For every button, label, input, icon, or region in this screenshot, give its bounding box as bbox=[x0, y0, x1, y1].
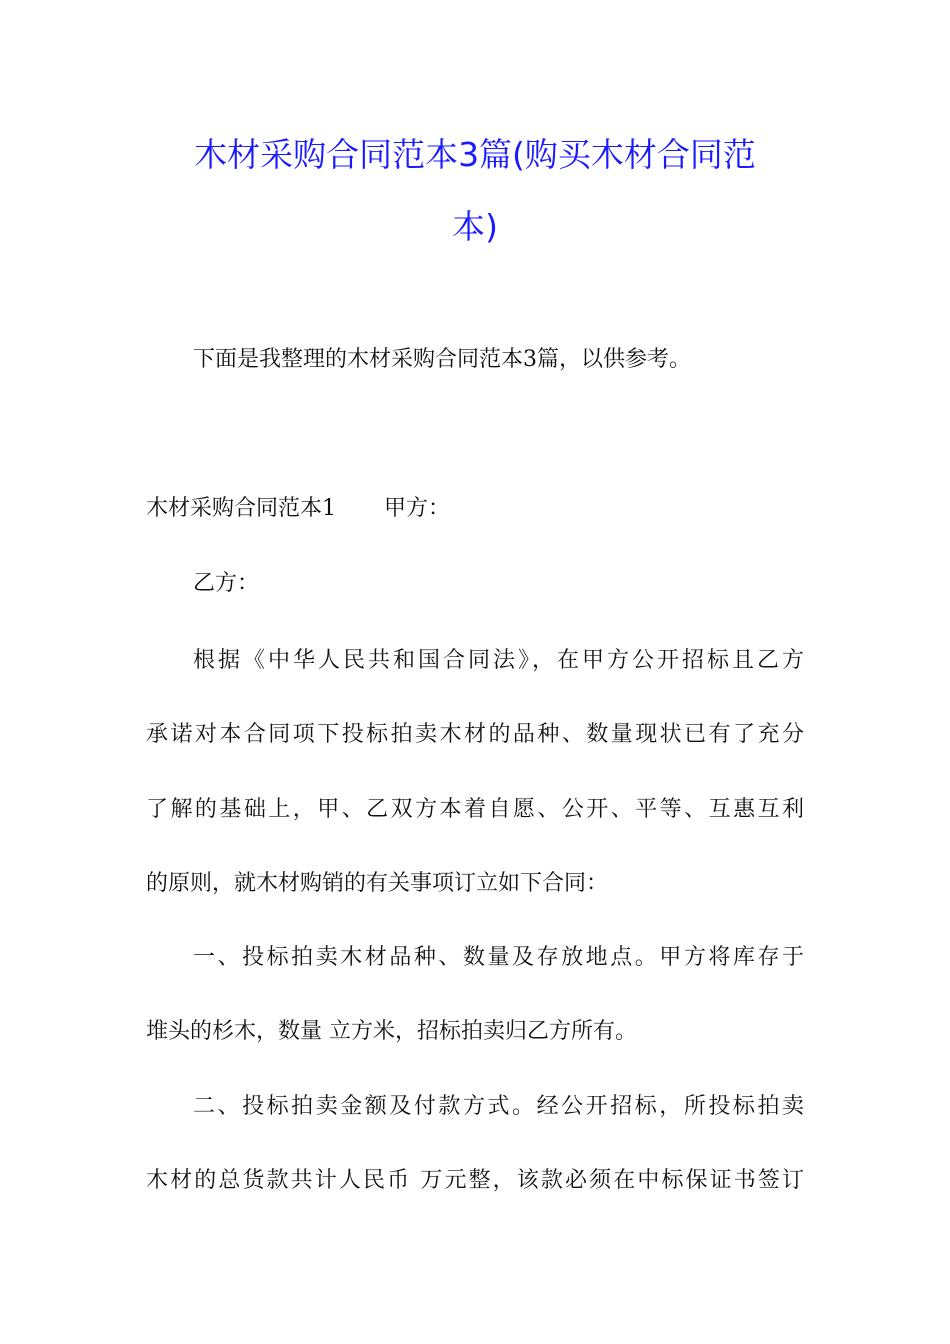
document-title-line-1: 木材采购合同范本3篇(购买木材合同范 bbox=[194, 135, 756, 174]
paragraph-3-line-1: 二、投标拍卖金额及付款方式。经公开招标，所投标拍卖 bbox=[193, 1094, 804, 1119]
party-a-label: 甲方： bbox=[384, 496, 451, 521]
paragraph-1-line-3: 了解的基础上，甲、乙双方本着自愿、公开、平等、互惠互利 bbox=[146, 797, 804, 822]
paragraph-1-line-2: 承诺对本合同项下投标拍卖木材的品种、数量现状已有了充分 bbox=[146, 722, 804, 747]
intro-text: 下面是我整理的木材采购合同范本3篇，以供参考。 bbox=[193, 347, 691, 372]
section-heading-row bbox=[146, 494, 450, 524]
paragraph-2-line-2: 堆头的杉木，数量 立方米，招标拍卖归乙方所有。 bbox=[146, 1019, 637, 1044]
paragraph-2-line-1: 一、投标拍卖木材品种、数量及存放地点。甲方将库存于 bbox=[193, 945, 804, 970]
paragraph-1-line-1: 根据《中华人民共和国合同法》，在甲方公开招标且乙方 bbox=[193, 648, 804, 673]
document-title-line-2: 本) bbox=[452, 207, 498, 246]
party-b-label: 乙方： bbox=[193, 571, 260, 596]
paragraph-1-line-4: 的原则，就木材购销的有关事项订立如下合同： bbox=[146, 871, 609, 896]
paragraph-3-line-2: 木材的总货款共计人民币 万元整，该款必须在中标保证书签订 bbox=[146, 1168, 804, 1193]
section-heading: 木材采购合同范本1 bbox=[146, 496, 336, 521]
